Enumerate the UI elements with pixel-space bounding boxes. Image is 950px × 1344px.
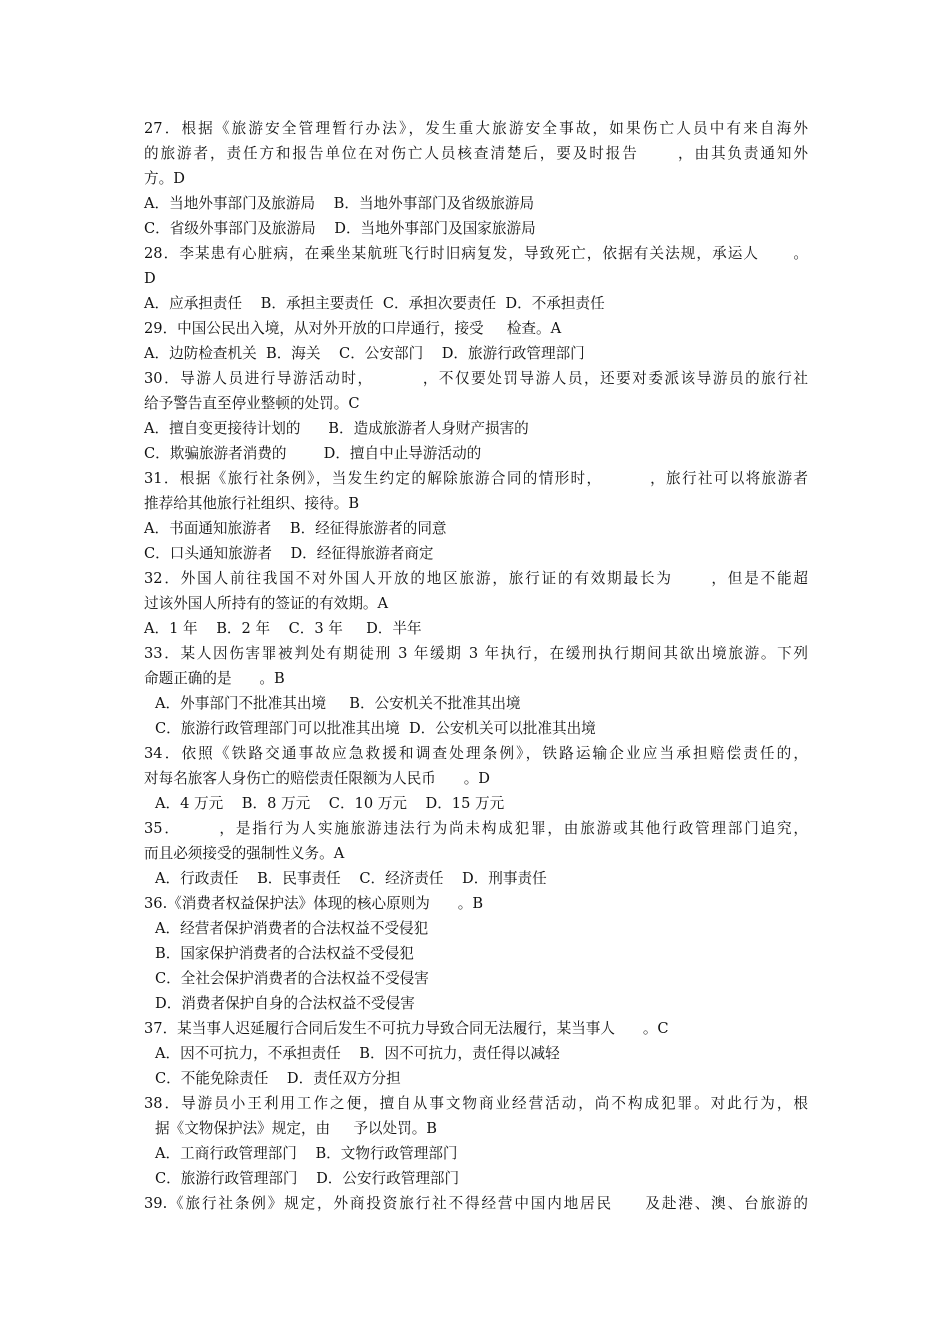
text-line: 33．某人因伤害罪被判处有期徒刑 3 年缓期 3 年执行，在缓刑执行期间其欲出境旅游。下列 — [144, 645, 808, 662]
text-line: 对每名旅客人身伤亡的赔偿责任限额为人民币 。D — [144, 770, 491, 787]
text-line: A．1 年 B．2 年 C．3 年 D．半年 — [144, 620, 422, 637]
text-line: A．4 万元 B．8 万元 C．10 万元 D．15 万元 — [155, 795, 505, 812]
text-line: 过该外国人所持有的签证的有效期。A — [144, 595, 389, 612]
text-line: 31．根据《旅行社条例》，当发生约定的解除旅游合同的情形时， ，旅行社可以将旅游者 — [144, 470, 808, 487]
text-line: 28．李某患有心脏病，在乘坐某航班飞行时旧病复发，导致死亡，依据有关法规，承运人 。 — [144, 245, 808, 262]
text-line: 32．外国人前往我国不对外国人开放的地区旅游，旅行证的有效期最长为 ，但是不能超 — [144, 570, 808, 587]
text-line: B．国家保护消费者的合法权益不受侵犯 — [155, 945, 414, 962]
text-line: D — [144, 270, 156, 287]
text-line: A．行政责任 B．民事责任 C．经济责任 D．刑事责任 — [155, 870, 547, 887]
text-line: A．外事部门不批准其出境 B．公安机关不批准其出境 — [155, 695, 521, 712]
text-line: A．书面通知旅游者 B．经征得旅游者的同意 — [144, 520, 447, 537]
text-line: A．应承担责任 B．承担主要责任 C．承担次要责任 D．不承担责任 — [144, 295, 605, 312]
text-line: A．工商行政管理部门 B．文物行政管理部门 — [155, 1145, 458, 1162]
text-line: 27．根据《旅游安全管理暂行办法》，发生重大旅游安全事故，如果伤亡人员中有来自海外 — [144, 120, 808, 137]
text-line: C．口头通知旅游者 D．经征得旅游者商定 — [144, 545, 434, 562]
text-line: 38．导游员小王利用工作之便，擅自从事文物商业经营活动，尚不构成犯罪。对此行为，根 — [144, 1095, 808, 1112]
text-line: 命题正确的是 。B — [144, 670, 285, 687]
text-line: 30．导游人员进行导游活动时， ，不仅要处罚导游人员，还要对委派该导游员的旅行社 — [144, 370, 808, 387]
text-line: C．全社会保护消费者的合法权益不受侵害 — [155, 970, 429, 987]
text-line: 方。D — [144, 170, 185, 187]
text-line: A．当地外事部门及旅游局 B．当地外事部门及省级旅游局 — [144, 195, 535, 212]
text-line: 39.《旅行社条例》规定，外商投资旅行社不得经营中国内地居民 及赴港、澳、台旅游的 — [144, 1195, 808, 1212]
text-line: 而且必须接受的强制性义务。A — [144, 845, 345, 862]
text-line: C．省级外事部门及旅游局 D．当地外事部门及国家旅游局 — [144, 220, 536, 237]
text-line: 37．某当事人迟延履行合同后发生不可抗力导致合同无法履行，某当事人 。C — [144, 1020, 669, 1037]
text-line: 的旅游者，责任方和报告单位在对伤亡人员核查清楚后，要及时报告 ，由其负责通知外 — [144, 145, 808, 162]
text-line: C．旅游行政管理部门 D．公安行政管理部门 — [155, 1170, 460, 1187]
document-body — [144, 116, 808, 1216]
text-line: A．边防检查机关 B．海关 C．公安部门 D．旅游行政管理部门 — [144, 345, 585, 362]
text-line: 据《文物保护法》规定，由 予以处罚。B — [155, 1120, 438, 1137]
text-line: A．擅自变更接待计划的 B．造成旅游者人身财产损害的 — [144, 420, 529, 437]
text-line: C．不能免除责任 D．责任双方分担 — [155, 1070, 401, 1087]
text-line: 给予警告直至停业整顿的处罚。C — [144, 395, 360, 412]
text-line: A．因不可抗力，不承担责任 B．因不可抗力，责任得以减轻 — [155, 1045, 560, 1062]
text-line: 推荐给其他旅行社组织、接待。B — [144, 495, 360, 512]
text-line: 36.《消费者权益保护法》体现的核心原则为 。B — [144, 895, 484, 912]
text-line: 34．依照《铁路交通事故应急救援和调查处理条例》，铁路运输企业应当承担赔偿责任的， — [144, 745, 808, 762]
text-line: 29．中国公民出入境，从对外开放的口岸通行，接受 检查。A — [144, 320, 562, 337]
text-line: 35． ，是指行为人实施旅游违法行为尚未构成犯罪，由旅游或其他行政管理部门追究， — [144, 820, 808, 837]
text-line: C．旅游行政管理部门可以批准其出境 D．公安机关可以批准其出境 — [155, 720, 596, 737]
text-line: C．欺骗旅游者消费的 D．擅自中止导游活动的 — [144, 445, 482, 462]
text-line: A．经营者保护消费者的合法权益不受侵犯 — [155, 920, 429, 937]
text-line: D．消费者保护自身的合法权益不受侵害 — [155, 995, 415, 1012]
